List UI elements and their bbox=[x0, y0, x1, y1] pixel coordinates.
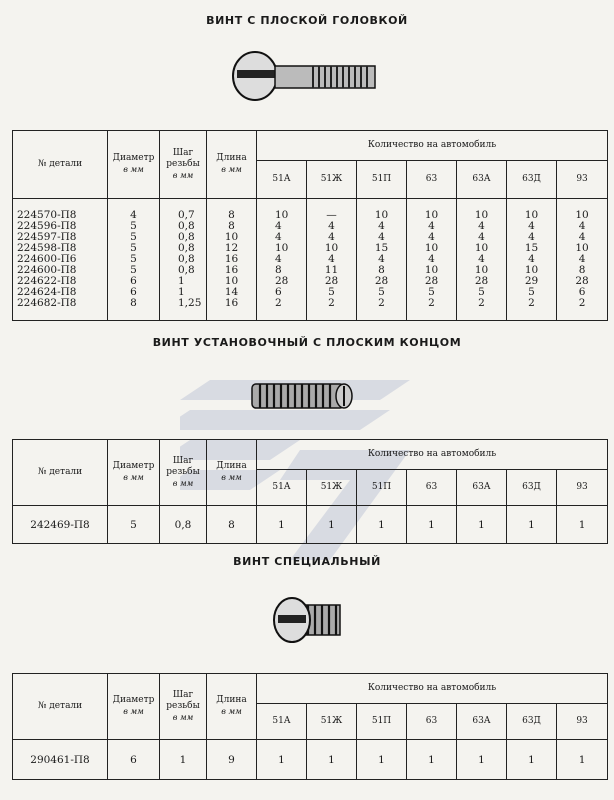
header-diameter: Диаметр в мм bbox=[108, 440, 160, 506]
table-cell: 10 bbox=[275, 209, 289, 221]
table-cell: 4 bbox=[378, 220, 385, 232]
qty-51p: 1 bbox=[357, 740, 407, 780]
car-63: 63 bbox=[407, 161, 457, 199]
pitch-value: 1 bbox=[160, 740, 207, 780]
special-screw-drawing bbox=[270, 595, 346, 645]
table-cell: 28 bbox=[474, 275, 489, 287]
qty-51zh: 1 bbox=[307, 740, 357, 780]
table-cell: 4 bbox=[528, 220, 535, 232]
table-cell: 16 bbox=[224, 253, 239, 265]
car-93: 93 bbox=[557, 470, 608, 506]
table-cell: 10 bbox=[324, 242, 339, 254]
section-title-special-screw: ВИНТ СПЕЦИАЛЬНЫЙ bbox=[233, 555, 381, 568]
table-cell: 5 bbox=[130, 220, 137, 232]
table-row bbox=[13, 506, 608, 544]
table-cell: 5 bbox=[528, 286, 535, 298]
header-part-number: № детали bbox=[13, 131, 108, 199]
table-cell: 2 bbox=[275, 297, 282, 309]
car-51a: 51А bbox=[257, 704, 307, 740]
length-column bbox=[207, 199, 257, 321]
table-cell: 8 bbox=[228, 209, 235, 221]
qty-63d: 1 bbox=[507, 740, 557, 780]
header-pitch: Шаг резьбы в мм bbox=[160, 131, 207, 199]
table-cell: 10 bbox=[424, 209, 439, 221]
table-cell: 0,8 bbox=[178, 242, 195, 254]
qty-column-63a bbox=[457, 199, 507, 321]
car-93: 93 bbox=[557, 704, 608, 740]
table-cell: 15 bbox=[524, 242, 539, 254]
table-cell: 0,8 bbox=[178, 253, 195, 265]
part-number: 290461-П8 bbox=[13, 740, 108, 780]
table-cell: 0,8 bbox=[178, 264, 195, 276]
flat-head-screw-table bbox=[12, 130, 608, 321]
table-cell: 28 bbox=[324, 275, 339, 287]
header-length: Длина в мм bbox=[207, 674, 257, 740]
car-51a: 51А bbox=[257, 161, 307, 199]
table-cell: 8 bbox=[378, 264, 385, 276]
length-value: 8 bbox=[207, 506, 257, 544]
table-cell: 5 bbox=[130, 253, 137, 265]
table-cell: 4 bbox=[528, 231, 535, 243]
table-cell: 224570-П8 bbox=[17, 209, 77, 221]
car-51a: 51А bbox=[257, 470, 307, 506]
table-cell: 5 bbox=[378, 286, 385, 298]
table-cell: 28 bbox=[575, 275, 589, 287]
table-cell: 12 bbox=[224, 242, 239, 254]
table-cell: 2 bbox=[328, 297, 335, 309]
table-cell: 8 bbox=[578, 264, 586, 276]
table-cell: 224600-П8 bbox=[17, 264, 77, 276]
table-cell: 10 bbox=[575, 242, 589, 254]
length-value: 9 bbox=[207, 740, 257, 780]
car-93: 93 bbox=[557, 161, 608, 199]
table-cell: 5 bbox=[478, 286, 485, 298]
table-cell: 2 bbox=[478, 297, 485, 309]
table-cell: 0,8 bbox=[178, 220, 195, 232]
table-cell: 0,7 bbox=[178, 209, 195, 221]
qty-63: 1 bbox=[407, 506, 457, 544]
table-cell: 5 bbox=[130, 264, 137, 276]
table-cell: 28 bbox=[275, 275, 289, 287]
table-cell: 0,8 bbox=[178, 231, 195, 243]
qty-column-51p bbox=[357, 199, 407, 321]
qty-51p: 1 bbox=[357, 506, 407, 544]
header-diameter: Диаметр в мм bbox=[108, 131, 160, 199]
table-cell: 10 bbox=[474, 209, 489, 221]
table-cell: 4 bbox=[328, 231, 335, 243]
table-cell: 10 bbox=[424, 242, 439, 254]
header-pitch: Шаг резьбы в мм bbox=[160, 440, 207, 506]
section-title-flat-head-screw: ВИНТ С ПЛОСКОЙ ГОЛОВКОЙ bbox=[206, 14, 408, 27]
table-cell: 5 bbox=[328, 286, 335, 298]
table-cell: 4 bbox=[478, 220, 485, 232]
table-cell: 8 bbox=[275, 264, 282, 276]
table-cell: 28 bbox=[424, 275, 439, 287]
header-quantity: Количество на автомобиль bbox=[257, 674, 608, 704]
qty-51a: 1 bbox=[257, 506, 307, 544]
qty-93: 1 bbox=[557, 506, 608, 544]
car-51p: 51П bbox=[357, 470, 407, 506]
qty-63d: 1 bbox=[507, 506, 557, 544]
car-51zh: 51Ж bbox=[307, 470, 357, 506]
table-cell: 10 bbox=[374, 209, 389, 221]
qty-51a: 1 bbox=[257, 740, 307, 780]
car-63a: 63А bbox=[457, 704, 507, 740]
qty-63a: 1 bbox=[457, 506, 507, 544]
table-cell: 8 bbox=[228, 220, 235, 232]
table-cell: 28 bbox=[374, 275, 389, 287]
table-cell: 16 bbox=[224, 264, 239, 276]
table-cell: 29 bbox=[524, 275, 539, 287]
table-cell: 16 bbox=[224, 297, 239, 309]
car-63: 63 bbox=[407, 470, 457, 506]
table-cell: 10 bbox=[275, 242, 289, 254]
table-cell: 5 bbox=[130, 231, 137, 243]
car-63d: 63Д bbox=[507, 470, 557, 506]
table-cell: 4 bbox=[275, 220, 282, 232]
table-cell: 1 bbox=[178, 286, 185, 298]
qty-column-93 bbox=[557, 199, 608, 321]
header-diameter: Диаметр в мм bbox=[108, 674, 160, 740]
table-cell: — bbox=[326, 209, 337, 221]
table-cell: 6 bbox=[130, 275, 137, 287]
table-cell: 5 bbox=[130, 242, 137, 254]
table-cell: 4 bbox=[428, 220, 435, 232]
table-row bbox=[13, 740, 608, 780]
car-51p: 51П bbox=[357, 704, 407, 740]
table-cell: 4 bbox=[275, 253, 282, 265]
table-cell: 4 bbox=[428, 253, 435, 265]
part-number-column bbox=[13, 199, 108, 321]
table-cell: 10 bbox=[524, 264, 539, 276]
header-pitch: Шаг резьбы в мм bbox=[160, 674, 207, 740]
qty-column-63d bbox=[507, 199, 557, 321]
set-screw-table bbox=[12, 439, 608, 544]
qty-column-51a bbox=[257, 199, 307, 321]
header-length: Длина в мм bbox=[207, 440, 257, 506]
table-cell: 224597-П8 bbox=[17, 231, 77, 243]
diameter-column bbox=[108, 199, 160, 321]
pitch-value: 0,8 bbox=[160, 506, 207, 544]
table-cell: 224682-П8 bbox=[17, 297, 77, 309]
table-cell: 4 bbox=[578, 231, 586, 243]
table-cell: 2 bbox=[378, 297, 385, 309]
table-cell: 1,25 bbox=[178, 297, 202, 309]
table-cell: 10 bbox=[575, 209, 589, 221]
car-63a: 63А bbox=[457, 470, 507, 506]
table-cell: 2 bbox=[578, 297, 586, 309]
car-51p: 51П bbox=[357, 161, 407, 199]
car-63d: 63Д bbox=[507, 704, 557, 740]
table-cell: 224596-П8 bbox=[17, 220, 77, 232]
table-cell: 4 bbox=[328, 253, 335, 265]
table-cell: 4 bbox=[378, 253, 385, 265]
table-cell: 224598-П8 bbox=[17, 242, 77, 254]
table-cell: 224624-П8 bbox=[17, 286, 77, 298]
table-cell: 8 bbox=[130, 297, 137, 309]
table-cell: 10 bbox=[474, 264, 489, 276]
header-part-number: № детали bbox=[13, 440, 108, 506]
table-cell: 4 bbox=[378, 231, 385, 243]
table-cell: 224600-П6 bbox=[17, 253, 77, 265]
header-length: Длина в мм bbox=[207, 131, 257, 199]
table-cell: 4 bbox=[578, 253, 586, 265]
table-cell: 1 bbox=[178, 275, 185, 287]
table-cell: 4 bbox=[130, 209, 137, 221]
diameter-value: 5 bbox=[108, 506, 160, 544]
qty-column-51zh bbox=[307, 199, 357, 321]
set-screw-drawing bbox=[248, 378, 360, 414]
car-63a: 63А bbox=[457, 161, 507, 199]
table-cell: 4 bbox=[578, 220, 586, 232]
qty-63a: 1 bbox=[457, 740, 507, 780]
table-cell: 4 bbox=[478, 253, 485, 265]
flat-head-screw-drawing bbox=[225, 48, 385, 104]
car-63d: 63Д bbox=[507, 161, 557, 199]
header-quantity: Количество на автомобиль bbox=[257, 440, 608, 470]
header-quantity: Количество на автомобиль bbox=[257, 131, 608, 161]
table-cell: 14 bbox=[224, 286, 239, 298]
part-number: 242469-П8 bbox=[13, 506, 108, 544]
table-cell: 2 bbox=[528, 297, 535, 309]
section-title-set-screw: ВИНТ УСТАНОВОЧНЫЙ С ПЛОСКИМ КОНЦОМ bbox=[152, 336, 462, 349]
table-cell: 6 bbox=[578, 286, 586, 298]
pitch-column bbox=[160, 199, 207, 321]
table-cell: 4 bbox=[478, 231, 485, 243]
table-cell: 6 bbox=[130, 286, 137, 298]
table-cell: 11 bbox=[324, 264, 339, 276]
table-cell: 10 bbox=[474, 242, 489, 254]
table-cell: 224622-П8 bbox=[17, 275, 77, 287]
qty-51zh: 1 bbox=[307, 506, 357, 544]
table-cell: 4 bbox=[328, 220, 335, 232]
special-screw-table bbox=[12, 673, 608, 780]
header-part-number: № детали bbox=[13, 674, 108, 740]
table-cell: 10 bbox=[524, 209, 539, 221]
table-cell: 4 bbox=[275, 231, 282, 243]
qty-93: 1 bbox=[557, 740, 608, 780]
table-cell: 6 bbox=[275, 286, 282, 298]
table-cell: 10 bbox=[224, 231, 239, 243]
table-cell: 4 bbox=[428, 231, 435, 243]
table-cell: 2 bbox=[428, 297, 435, 309]
car-51zh: 51Ж bbox=[307, 704, 357, 740]
car-63: 63 bbox=[407, 704, 457, 740]
table-cell: 10 bbox=[224, 275, 239, 287]
qty-63: 1 bbox=[407, 740, 457, 780]
table-cell: 4 bbox=[528, 253, 535, 265]
diameter-value: 6 bbox=[108, 740, 160, 780]
car-51zh: 51Ж bbox=[307, 161, 357, 199]
table-cell: 5 bbox=[428, 286, 435, 298]
table-cell: 10 bbox=[424, 264, 439, 276]
qty-column-63 bbox=[407, 199, 457, 321]
table-cell: 15 bbox=[374, 242, 389, 254]
